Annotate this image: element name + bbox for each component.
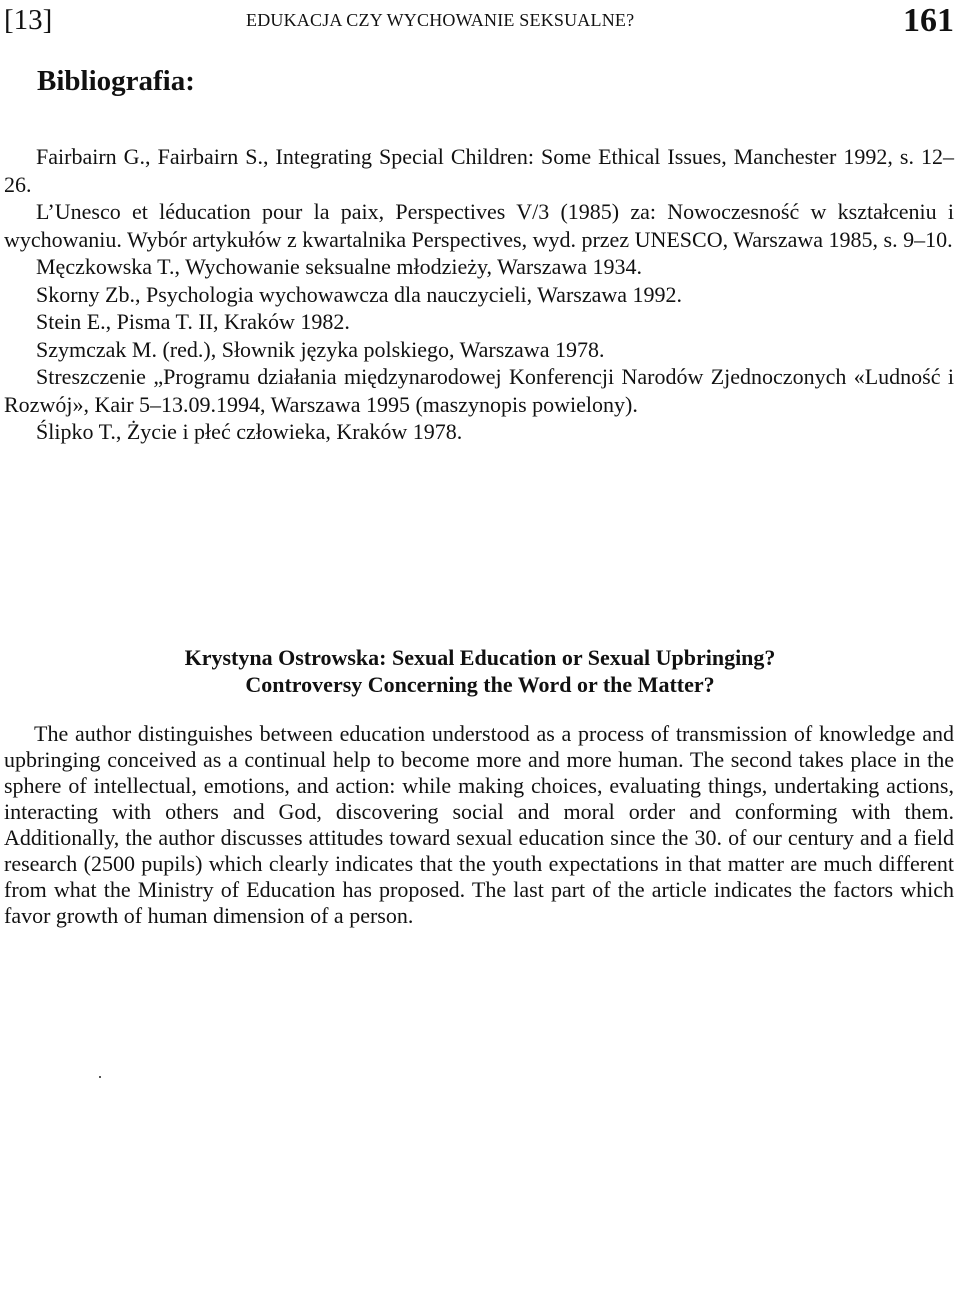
summary-title-line: Krystyna Ostrowska: Sexual Education or Sexual Upbringing? bbox=[184, 645, 776, 670]
section-number: [13] bbox=[4, 4, 53, 36]
bibliography-entry: Ślipko T., Życie i płeć człowieka, Kraków 1978. bbox=[36, 419, 463, 444]
bibliography-entry: L’Unesco et léducation pour la paix, Perspectives V/3 (1985) za: Nowoczesność w kształceniu i wychowaniu. Wybór artykułów z kwartalnika Perspectives, wyd. przez UNESCO, Warszawa 1985, s. 9–10. bbox=[4, 199, 954, 252]
summary-subtitle-line: Controversy Concerning the Word or the Matter? bbox=[245, 672, 715, 697]
page-header bbox=[0, 0, 960, 50]
bibliography-entry: Streszczenie „Programu działania międzynarodowej Konferencji Narodów Zjednoczonych «Ludność i Rozwój», Kair 5–13.09.1994, Warszawa 1995 (maszynopis powielony). bbox=[4, 364, 954, 417]
bibliography-entry: Szymczak M. (red.), Słownik języka polskiego, Warszawa 1978. bbox=[36, 336, 605, 362]
page-number: 161 bbox=[903, 2, 954, 39]
scan-speck bbox=[99, 1076, 101, 1078]
bibliography-list bbox=[4, 143, 954, 446]
bibliography-entry: Skorny Zb., Psychologia wychowawcza dla nauczycieli, Warszawa 1992. bbox=[36, 281, 683, 307]
bibliography-entry: Męczkowska T., Wychowanie seksualne młodzieży, Warszawa 1934. bbox=[36, 254, 642, 279]
bibliography-entry: Stein E., Pisma T. II, Kraków 1982. bbox=[36, 309, 350, 334]
abstract-paragraph: The author distinguishes between education understood as a process of transmission of knowledge and upbringing conceived as a continual help to become more and more human. The second takes place in the sphere of intellectual, emotions, and action: while making choices, evaluating things, undertaking actions, interacting with others and God, discovering social and moral order and conforming with them. Additionally, the author discusses attitudes toward sexual education since the 30. of our century and a field research (2500 pupils) which clearly indicates that the youth expectations in that matter are much different from what the Ministry of Education has proposed. The last part of the article indicates the factors which favor growth of human dimension of a person. bbox=[4, 721, 954, 928]
summary-title bbox=[0, 644, 960, 698]
bibliography-heading: Bibliografia: bbox=[37, 65, 195, 97]
running-title: EDUKACJA CZY WYCHOWANIE SEKSUALNE? bbox=[246, 10, 635, 30]
bibliography-entry: Fairbairn G., Fairbairn S., Integrating Special Children: Some Ethical Issues, Manchester 1992, s. 12–26. bbox=[4, 144, 954, 197]
